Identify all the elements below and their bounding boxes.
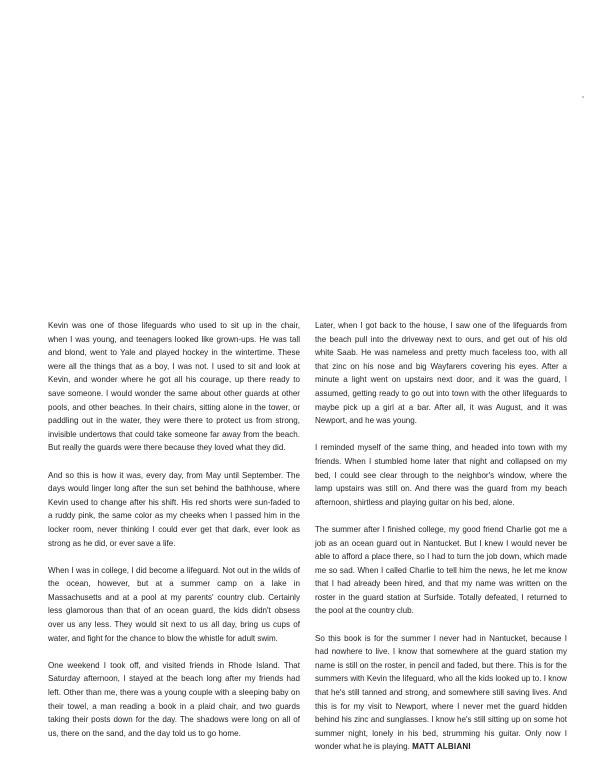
essay-paragraph: And so this is how it was, every day, from May until September. The days would linger long after the sun set behind the bathhouse, where Kevin used to change after his shift. His red shorts were sun-faded to a ruddy pink, the same color as my cheeks when I passed him in the locker room, never thinking I could ever get that dark, ever look as strong as he did, or ever save a life. — [48, 470, 300, 548]
page-mark — [582, 96, 584, 98]
essay-paragraph: Later, when I got back to the house, I saw one of the lifeguards from the beach pull into the driveway next to ours, and get out of his old white Saab. He was nameless and pretty much faceless too, with all that zinc on his nose and big Wayfarers covering his eyes. After a minute a light went on upstairs next door, and it was the guard, I assumed, getting ready to go out into town with the other lifeguards to maybe pick up a girl at a bar. After all, it was August, and it was Newport, and he was young. — [315, 321, 567, 426]
essay-paragraph: When I was in college, I did become a lifeguard. Not out in the wilds of the ocean, however, but at a summer camp on a lake in Massachusetts and at a pool at my parents' country club. Certainly less glamorous than that of an ocean guard, the kids didn't obsess over us any less. They would sit next to us all day, bring us cups of water, and fight for the chance to blow the whistle for adult swim. — [48, 565, 300, 643]
essay-right-column — [315, 319, 567, 768]
essay-paragraph: One weekend I took off, and visited friends in Rhode Island. That Saturday afternoon, I stayed at the beach long after my friends had left. Other than me, there was a young couple with a sleeping baby on their towel, a man reading a book in a plaid chair, and two guards taking their posts down for the day. The shadows were long on all of us, there on the sand, and the day told us to go home. — [48, 660, 300, 738]
closing-paragraph-text: So this book is for the summer I never had in Nantucket, because I had nowhere to live. I know that somewhere at the guard station my name is still on the roster, in pencil and faded, but there. This is for the summers with Kevin the lifeguard, who all the kids looked up to. I know that he's still tanned and strong, and somewhere still saving lives. And this is for my visit to Newport, where I never met the guard hidden behind his zinc and sunglasses. I know he's still sitting up on some hot summer night, lonely in his bed, strumming his guitar. Only now I wonder what he is playing. — [315, 633, 567, 752]
closing-paragraph — [315, 632, 567, 754]
essay-paragraph: Kevin was one of those lifeguards who used to sit up in the chair, when I was young, and teenagers looked like grown-ups. He was tall and blond, went to Yale and played hockey in the wintertime. These were all the things that as a boy, I was not. I used to sit and look at Kevin, and wonder where he got all his courage, up there ready to save someone. I would wonder the same about other guards at other pools, and other beaches. In their chairs, sitting alone in the tower, or paddling out in the water, they were there to protect us from strong, invisible undertows that could take someone far away from the beach. But really the guards were there because they loved what they did. — [48, 321, 300, 453]
author-signature: MATT ALBIANI — [412, 742, 471, 752]
essay-paragraph: The summer after I finished college, my good friend Charlie got me a job as an ocean guard out in Nantucket. But I knew I would never be able to afford a place there, so I had to turn the job down, which made me so sad. When I called Charlie to tell him the news, he let me know that I had already been hired, and that my name was written on the roster in the guard station at Surfside. Totally defeated, I returned to the pool at the country club. — [315, 524, 567, 616]
essay-paragraph: I reminded myself of the same thing, and headed into town with my friends. When I stumbled home later that night and collapsed on my bed, I could see clear through to the neighbor's window, where the lamp upstairs was still on. And there was the guard from my beach afternoon, shirtless and playing guitar on his bed, alone. — [315, 443, 567, 507]
essay-left-column — [48, 319, 300, 754]
